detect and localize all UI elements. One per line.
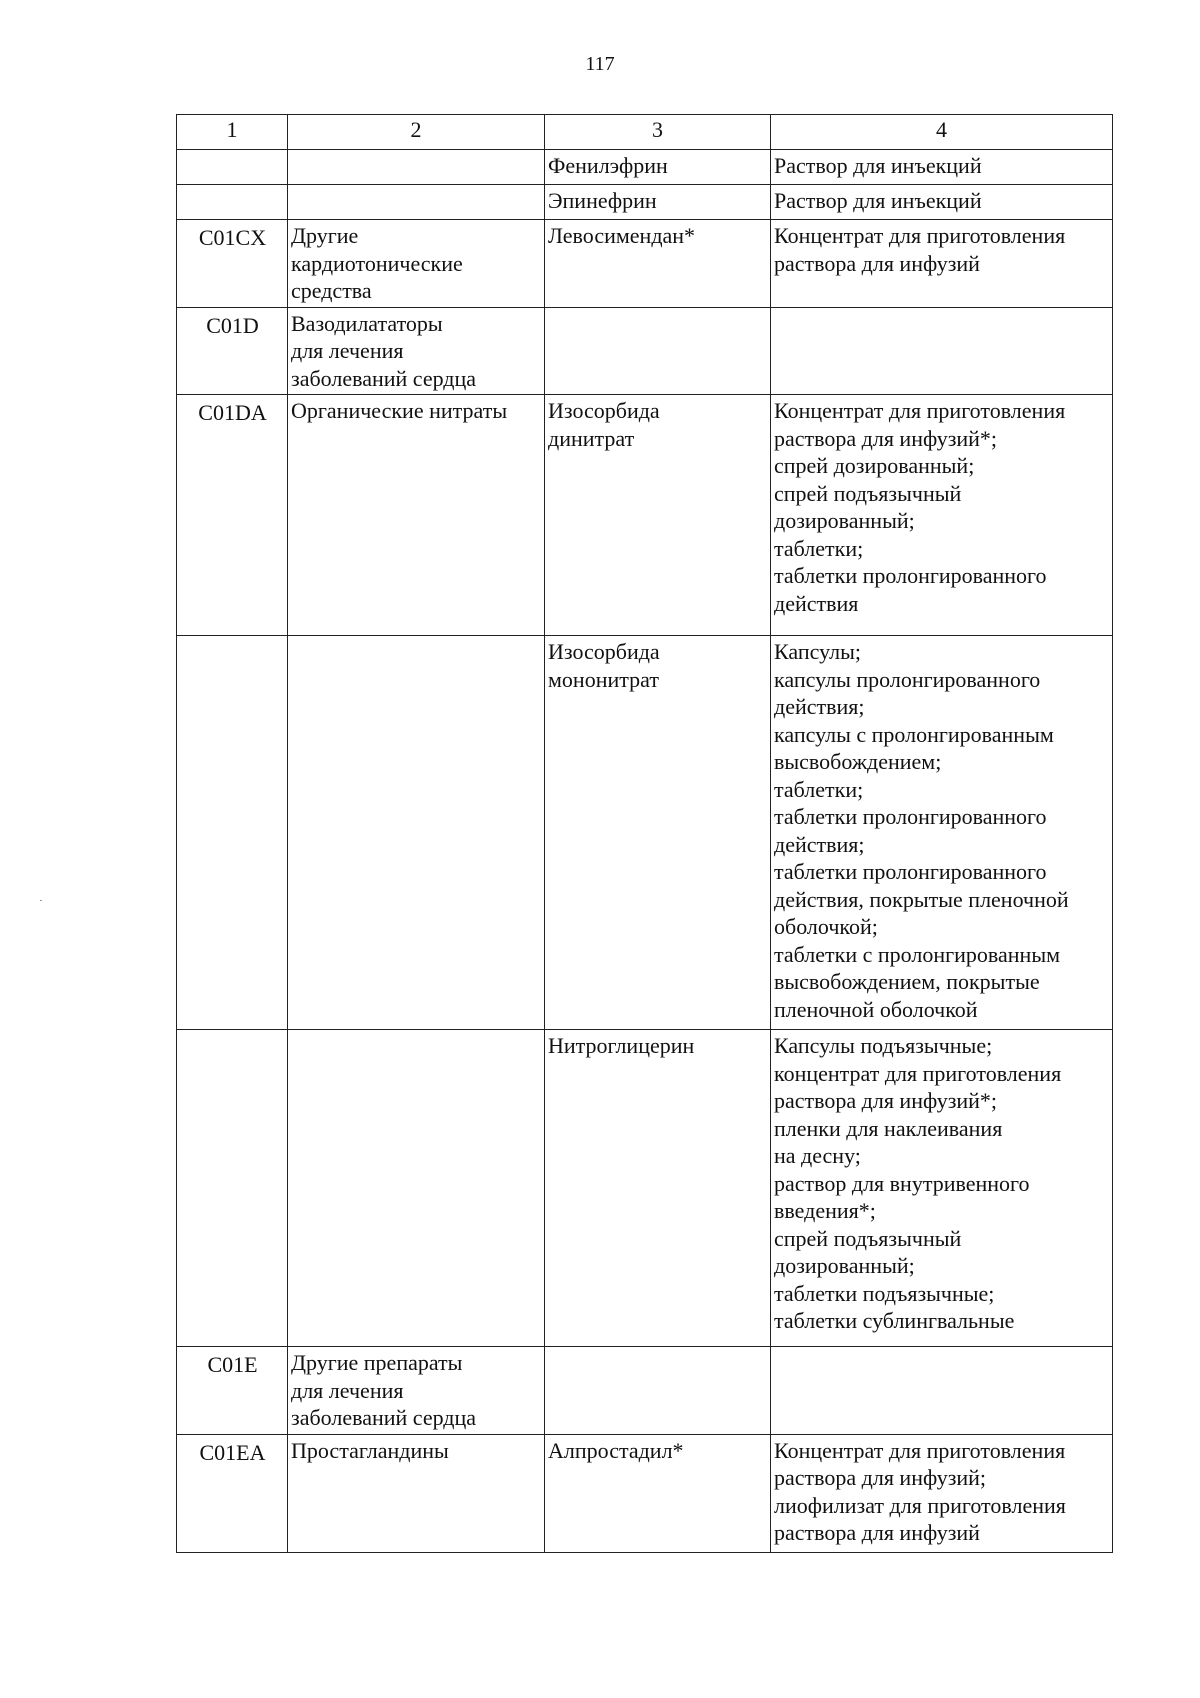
dosage-forms-line: спрей подъязычный (774, 480, 962, 506)
table-row (177, 636, 1113, 1030)
substance-line: Эпинефрин (548, 188, 657, 213)
table-header-row (177, 115, 1113, 150)
table-row (177, 1030, 1113, 1347)
scan-speck (40, 900, 42, 901)
group-name-cell (288, 185, 545, 220)
dosage-forms-line: оболочкой; (774, 914, 878, 939)
group-name-line: заболеваний сердца (291, 365, 477, 391)
substance-line: Алпростадил* (548, 1437, 684, 1463)
dosage-forms-line: пленки для наклеивания (774, 1115, 1003, 1141)
dosage-forms-line: раствора для инфузий (774, 1520, 980, 1545)
group-name-line: Другие препараты (291, 1350, 463, 1375)
dosage-forms-cell (771, 150, 1113, 185)
dosage-forms-line: раствора для инфузий*; (774, 425, 998, 451)
table-row (177, 220, 1113, 308)
dosage-forms-line: таблетки с пролонгированным (774, 941, 1061, 967)
column-header-3: 3 (545, 115, 771, 150)
dosage-forms-line: введения*; (774, 1198, 876, 1223)
dosage-forms-line: спрей подъязычный (774, 1225, 962, 1251)
group-name-line: Простагландины (291, 1437, 449, 1463)
atc-code-cell: C01E (177, 1347, 288, 1435)
dosage-forms-line: таблетки пролонгированного (774, 804, 1047, 829)
table-row (177, 395, 1113, 636)
dosage-forms-line: пленочной оболочкой (774, 996, 978, 1022)
dosage-forms-line: Концентрат для приготовления (774, 1437, 1066, 1463)
dosage-forms-line: Капсулы подъязычные; (774, 1033, 993, 1058)
dosage-forms-cell (771, 1434, 1113, 1552)
substance-cell (545, 307, 771, 395)
group-name-cell (288, 307, 545, 395)
group-name-cell (288, 1030, 545, 1347)
atc-code-cell (177, 185, 288, 220)
table-row (177, 150, 1113, 185)
column-header-4: 4 (771, 115, 1113, 150)
substance-cell (545, 185, 771, 220)
group-name-line: Другие (291, 223, 359, 248)
dosage-forms-line: дозированный; (774, 1253, 915, 1278)
page-number: 117 (585, 53, 615, 75)
table-row (177, 1434, 1113, 1552)
group-name-line: для лечения (291, 1377, 404, 1403)
dosage-forms-line: таблетки пролонгированного (774, 859, 1047, 884)
dosage-forms-line: Концентрат для приготовления (774, 223, 1066, 248)
atc-code-cell: C01DA (177, 395, 288, 636)
atc-code-cell (177, 150, 288, 185)
dosage-forms-line: Капсулы; (774, 639, 862, 664)
substance-line: Фенилэфрин (548, 153, 668, 178)
dosage-forms-line: высвобождением; (774, 749, 942, 774)
dosage-forms-line: действия (774, 590, 859, 616)
dosage-forms-line: высвобождением, покрытые (774, 969, 1040, 994)
dosage-forms-line: раствор для внутривенного (774, 1170, 1030, 1196)
substance-line: динитрат (548, 425, 635, 451)
dosage-forms-line: концентрат для приготовления (774, 1060, 1062, 1086)
dosage-forms-cell (771, 395, 1113, 636)
column-header-1: 1 (177, 115, 288, 150)
substance-cell (545, 150, 771, 185)
group-name-line: средства (291, 278, 372, 303)
table-body (177, 150, 1113, 1553)
group-name-cell (288, 1347, 545, 1435)
substance-line: Левосимендан* (548, 223, 696, 248)
substance-cell (545, 636, 771, 1030)
group-name-cell (288, 220, 545, 308)
dosage-forms-line: капсулы с пролонгированным (774, 721, 1054, 747)
atc-code-cell: C01D (177, 307, 288, 395)
dosage-forms-line: действия; (774, 694, 865, 719)
group-name-line: заболеваний сердца (291, 1405, 477, 1430)
substance-cell (545, 1347, 771, 1435)
dosage-forms-line: Раствор для инъекций (774, 153, 982, 178)
dosage-forms-line: раствора для инфузий (774, 250, 980, 276)
table-row (177, 307, 1113, 395)
atc-code-cell: C01EA (177, 1434, 288, 1552)
dosage-forms-cell (771, 636, 1113, 1030)
substance-line: Нитроглицерин (548, 1033, 695, 1058)
atc-code-cell (177, 1030, 288, 1347)
substance-line: Изосорбида (548, 639, 660, 664)
group-name-cell (288, 1434, 545, 1552)
group-name-line: для лечения (291, 338, 404, 363)
dosage-forms-line: таблетки; (774, 535, 864, 561)
dosage-forms-cell (771, 1347, 1113, 1435)
atc-code-cell: C01CX (177, 220, 288, 308)
dosage-forms-line: лиофилизат для приготовления (774, 1492, 1066, 1518)
dosage-forms-line: таблетки пролонгированного (774, 563, 1047, 588)
dosage-forms-line: таблетки подъязычные; (774, 1280, 995, 1306)
dosage-forms-line: раствора для инфузий; (774, 1465, 987, 1490)
group-name-line: Вазодилататоры (291, 310, 443, 336)
group-name-cell (288, 636, 545, 1030)
dosage-forms-line: дозированный; (774, 508, 915, 533)
column-header-2: 2 (288, 115, 545, 150)
dosage-forms-line: раствора для инфузий*; (774, 1088, 998, 1113)
table-row (177, 185, 1113, 220)
drug-table (176, 114, 1113, 1553)
atc-code-cell (177, 636, 288, 1030)
dosage-forms-line: спрей дозированный; (774, 453, 975, 478)
substance-cell (545, 220, 771, 308)
group-name-cell (288, 395, 545, 636)
dosage-forms-line: Раствор для инъекций (774, 188, 982, 213)
substance-cell (545, 395, 771, 636)
group-name-line: кардиотонические (291, 250, 463, 276)
table-row (177, 1347, 1113, 1435)
dosage-forms-line: Концентрат для приготовления (774, 398, 1066, 423)
dosage-forms-cell (771, 1030, 1113, 1347)
dosage-forms-cell (771, 185, 1113, 220)
dosage-forms-cell (771, 220, 1113, 308)
substance-line: Изосорбида (548, 398, 660, 423)
group-name-line: Органические нитраты (291, 398, 508, 423)
dosage-forms-line: таблетки; (774, 776, 864, 802)
dosage-forms-line: капсулы пролонгированного (774, 666, 1041, 692)
dosage-forms-cell (771, 307, 1113, 395)
group-name-cell (288, 150, 545, 185)
substance-cell (545, 1434, 771, 1552)
substance-line: мононитрат (548, 666, 659, 692)
dosage-forms-line: таблетки сублингвальные (774, 1308, 1015, 1333)
substance-cell (545, 1030, 771, 1347)
dosage-forms-line: действия, покрытые пленочной (774, 886, 1069, 912)
dosage-forms-line: на десну; (774, 1143, 861, 1168)
dosage-forms-line: действия; (774, 831, 865, 857)
